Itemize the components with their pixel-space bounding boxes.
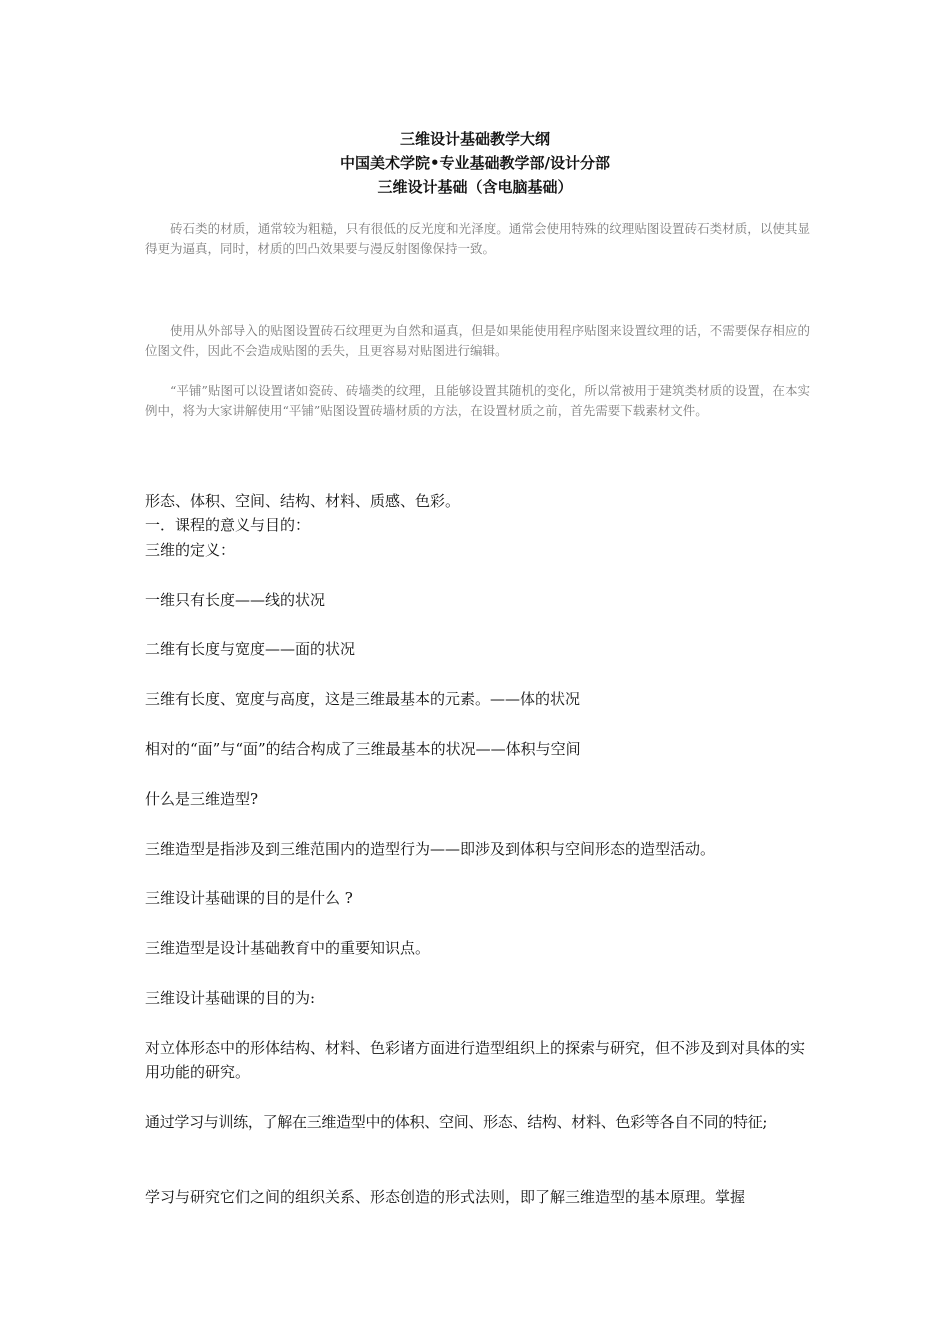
body-paragraph: 对立体形态中的形体结构、材料、色彩诸方面进行造型组织上的探索与研究，但不涉及到对具体的实用功能的研究。: [145, 1039, 806, 1081]
body-text-line: 三维造型是指涉及到三维范围内的造型行为——即涉及到体积与空间形态的造型活动。: [145, 840, 716, 858]
body-text-line: 三维设计基础课的目的为:: [145, 989, 316, 1007]
document-institution: 中国美术学院•专业基础教学部/设计分部: [339, 154, 611, 172]
intro-paragraph: “平铺”贴图可以设置诸如瓷砖、砖墙类的纹理，且能够设置其随机的变化，所以常被用于建筑类材质的设置，在本实例中，将为大家讲解使用“平铺”贴图设置砖墙材质的方法，在设置材质之前，首先需要下载素材文件。: [145, 383, 810, 418]
body-text-line: 相对的“面”与“面”的结合构成了三维最基本的状况——体积与空间: [145, 740, 581, 758]
intro-paragraph: 砖石类的材质，通常较为粗糙，只有很低的反光度和光泽度。通常会使用特殊的纹理贴图设置砖石类材质，以使其显得更为逼真，同时，材质的凹凸效果要与漫反射图像保持一致。: [145, 221, 810, 256]
document-title: 三维设计基础教学大纲: [399, 130, 550, 148]
body-text-line: 三维有长度、宽度与高度，这是三维最基本的元素。——体的状况: [145, 690, 581, 708]
body-text-line: 三维的定义：: [145, 541, 236, 559]
body-text-line: 学习与研究它们之间的组织关系、形态创造的形式法则，即了解三维造型的基本原理。掌握: [145, 1188, 746, 1206]
body-text-line: 形态、体积、空间、结构、材料、质感、色彩。: [145, 492, 461, 510]
body-text-line: 通过学习与训练，了解在三维造型中的体积、空间、形态、结构、材料、色彩等各自不同的特征;: [145, 1113, 768, 1131]
document-title-block: [0, 127, 950, 199]
section-heading: 一．课程的意义与目的：: [145, 516, 311, 534]
body-text-line: 三维造型是设计基础教育中的重要知识点。: [145, 939, 431, 957]
body-text-line: 二维有长度与宽度——面的状况: [145, 640, 356, 658]
body-text-line: 一维只有长度——线的状况: [145, 591, 326, 609]
body-text-line: 三维设计基础课的目的是什么 ?: [145, 889, 353, 907]
document-subtitle: 三维设计基础（含电脑基础）: [377, 178, 573, 196]
body-text-line: 什么是三维造型?: [145, 790, 259, 808]
intro-paragraph: 使用从外部导入的贴图设置砖石纹理更为自然和逼真，但是如果能使用程序贴图来设置纹理的话，不需要保存相应的位图文件，因此不会造成贴图的丢失，且更容易对贴图进行编辑。: [145, 323, 810, 358]
